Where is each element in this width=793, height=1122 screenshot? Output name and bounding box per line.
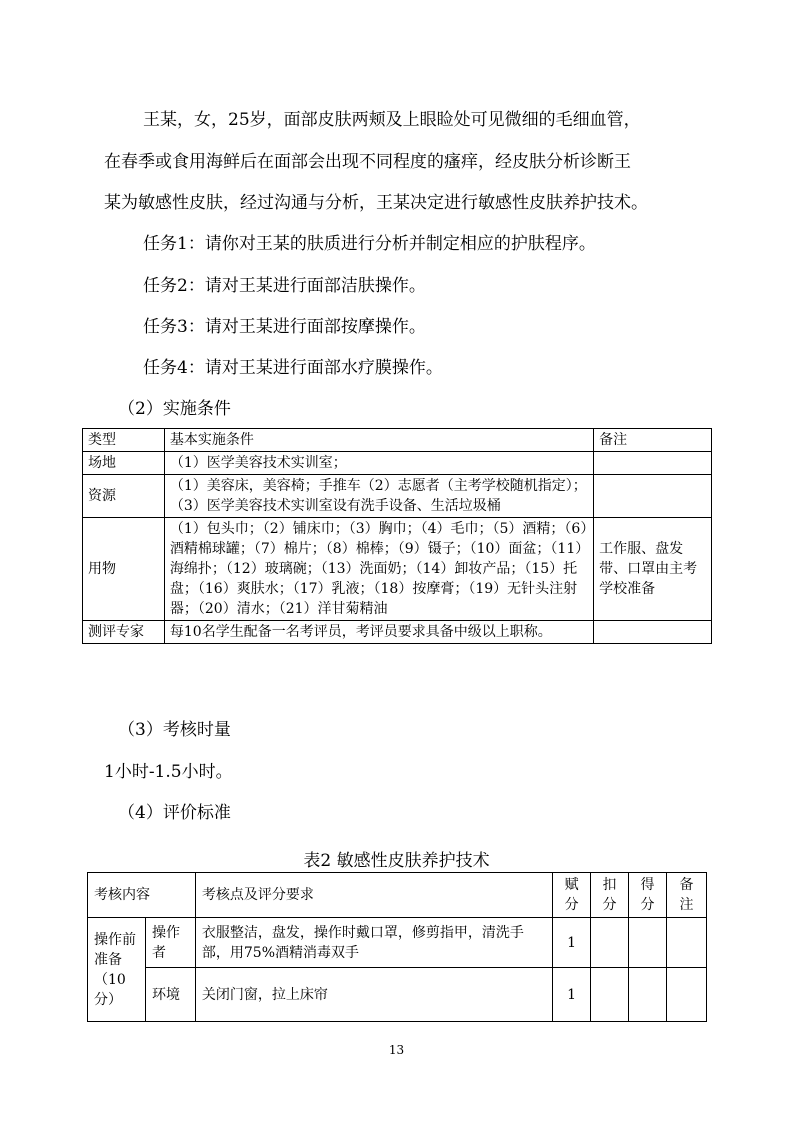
row-type: 场地 — [83, 452, 165, 475]
header-remark: 备注 — [667, 873, 707, 918]
section-3-title: （3）考核时量 — [118, 720, 231, 740]
requirement-cell: 衣服整洁，盘发，操作时戴口罩，修剪指甲，清洗手部，用75%酒精消毒双手 — [195, 918, 552, 968]
section-2-title: （2）实施条件 — [118, 399, 231, 419]
conditions-table — [82, 428, 712, 644]
task-3: 任务3：请对王某进行面部按摩操作。 — [143, 317, 426, 337]
section-4-title: （4）评价标准 — [118, 803, 231, 823]
row-type: 用物 — [83, 518, 165, 621]
header-note: 备注 — [594, 429, 712, 452]
header-conditions: 基本实施条件 — [164, 429, 593, 452]
table-row — [83, 475, 712, 518]
row-note: 工作服、盘发带、口罩由主考学校准备 — [594, 518, 712, 621]
task-1: 任务1：请你对王某的肤质进行分析并制定相应的护肤程序。 — [143, 234, 596, 254]
score-cell: 1 — [553, 918, 591, 968]
row-note — [594, 621, 712, 644]
table-2-caption: 表2 敏感性皮肤养护技术 — [303, 851, 490, 871]
get-cell — [629, 968, 667, 1022]
header-points: 考核点及评分要求 — [195, 873, 552, 918]
task-2: 任务2：请对王某进行面部洁肤操作。 — [143, 276, 426, 296]
remark-cell — [667, 918, 707, 968]
header-content: 考核内容 — [88, 873, 196, 918]
table-row — [88, 918, 707, 968]
row-content: （1）包头巾；（2）铺床巾；（3）胸巾；（4）毛巾；（5）酒精；（6）酒精棉球罐；（7）棉片；（8）棉棒；（9）镊子；（10）面盆；（11）海绵扑；（12）玻璃碗；（13）洗面奶；（14）卸妆产品；（15）托盘；（16）爽肤水；（17）乳液；（18）按摩膏；（19）无针头注射器；（20）清水；（21）洋甘菊精油 — [164, 518, 593, 621]
intro-line-1: 王某，女，25岁，面部皮肤两颊及上眼睑处可见微细的毛细血管， — [143, 110, 641, 130]
task-4: 任务4：请对王某进行面部水疗膜操作。 — [143, 358, 443, 378]
table-header-row — [88, 873, 707, 918]
header-get: 得分 — [629, 873, 667, 918]
row-content: （1）医学美容技术实训室； — [164, 452, 593, 475]
duration-text: 1小时-1.5小时。 — [104, 762, 233, 782]
page-number: 13 — [388, 1043, 405, 1057]
deduct-cell — [591, 918, 629, 968]
item-cell: 操作者 — [145, 918, 195, 968]
row-note — [594, 452, 712, 475]
table-header-row — [83, 429, 712, 452]
row-note — [594, 475, 712, 518]
intro-line-3: 某为敏感性皮肤，经过沟通与分析，王某决定进行敏感性皮肤养护技术。 — [104, 193, 648, 213]
header-deduct: 扣分 — [591, 873, 629, 918]
requirement-cell: 关闭门窗，拉上床帘 — [195, 968, 552, 1022]
row-content: 每10名学生配备一名考评员，考评员要求具备中级以上职称。 — [164, 621, 593, 644]
evaluation-table — [87, 872, 707, 1022]
table-row — [83, 452, 712, 475]
remark-cell — [667, 968, 707, 1022]
table-row — [88, 968, 707, 1022]
item-cell: 环境 — [145, 968, 195, 1022]
table-row — [83, 621, 712, 644]
score-cell: 1 — [553, 968, 591, 1022]
header-score: 赋分 — [553, 873, 591, 918]
table-row — [83, 518, 712, 621]
row-type: 测评专家 — [83, 621, 165, 644]
header-type: 类型 — [83, 429, 165, 452]
row-type: 资源 — [83, 475, 165, 518]
deduct-cell — [591, 968, 629, 1022]
row-content: （1）美容床，美容椅；手推车（2）志愿者（主考学校随机指定）；（3）医学美容技术实训室设有洗手设备、生活垃圾桶 — [164, 475, 593, 518]
intro-line-2: 在春季或食用海鲜后在面部会出现不同程度的瘙痒，经皮肤分析诊断王 — [104, 152, 631, 172]
group-cell: 操作前准备（10分） — [88, 918, 146, 1022]
get-cell — [629, 918, 667, 968]
